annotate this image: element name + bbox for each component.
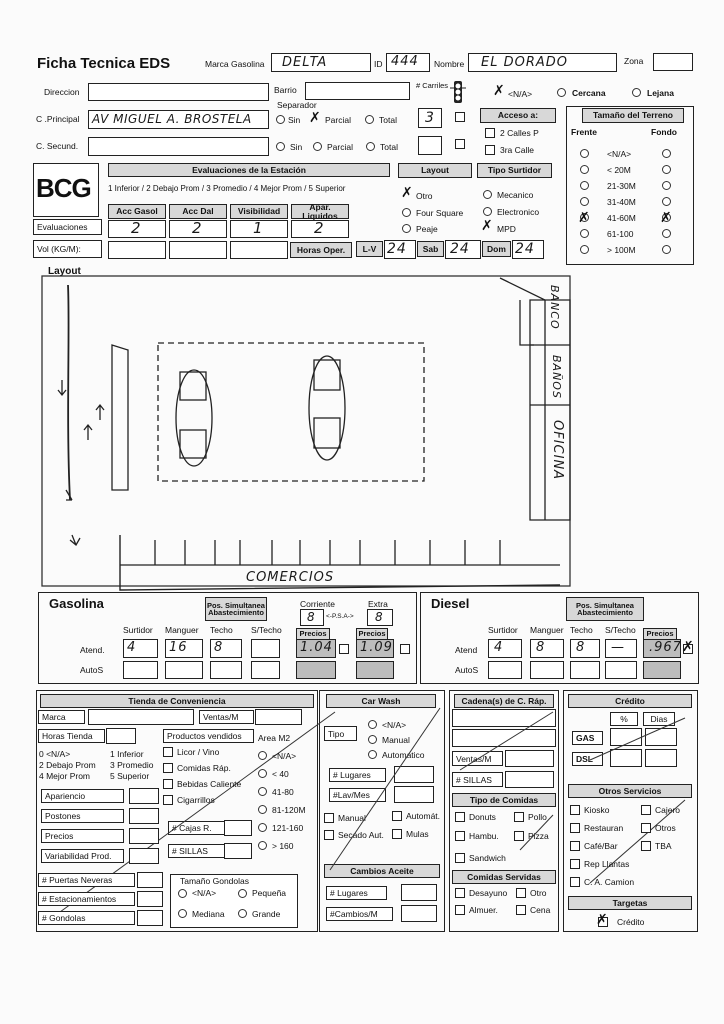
eval-col-1: Acc Dal	[169, 204, 227, 219]
dsl-precio-mark: ✗	[682, 639, 694, 655]
credito-dsl-dias[interactable]	[645, 749, 677, 767]
cambios-lugares-field[interactable]	[401, 884, 437, 901]
tienda-item-1: Postones	[41, 809, 124, 823]
area-radio-3[interactable]	[258, 805, 267, 814]
eval-col-2: Visibilidad	[230, 204, 288, 219]
carwash-lav-field[interactable]	[394, 786, 434, 803]
terreno-option-4: 41-60M	[607, 213, 636, 223]
tienda-bottom-field-2[interactable]	[137, 910, 163, 926]
gas-col-5: Precios	[356, 628, 388, 640]
otro-servicio-label-6: Rep Llantas	[584, 859, 630, 869]
credito-dsl-label: DSL	[572, 752, 603, 766]
cambios-mes-field[interactable]	[401, 905, 437, 922]
frente-radio-6[interactable]	[580, 245, 589, 254]
carwash-auto-radio[interactable]	[368, 750, 377, 759]
otro-servicio-check-6[interactable]	[570, 859, 580, 869]
carwash-lugares-field[interactable]	[394, 766, 434, 783]
layout-opts-title: Layout	[398, 163, 472, 178]
tienda-item-field-0[interactable]	[129, 788, 159, 804]
scale-1: 1 Inferior	[110, 749, 144, 759]
gasolina-title: Gasolina	[49, 596, 104, 611]
otros-servicios-title: Otros Servicios	[568, 784, 692, 798]
sillas-field[interactable]	[224, 843, 252, 859]
tienda-item-0: Apariencio	[41, 789, 124, 803]
pizza-check[interactable]	[514, 831, 524, 841]
frente-41-60-mark: ✗	[578, 210, 590, 226]
fondo-radio-1[interactable]	[662, 165, 671, 174]
fondo-radio-6[interactable]	[662, 245, 671, 254]
carwash-automat-check[interactable]	[392, 811, 402, 821]
otro-servicio-check-0[interactable]	[570, 805, 580, 815]
marca-value: DELTA	[282, 55, 328, 70]
carwash-tipo-label: Tipo	[324, 726, 357, 741]
producto-label-0: Licor / Vino	[177, 747, 220, 757]
gondola-pequena-label: Pequeña	[252, 888, 287, 898]
credito-gas-pct[interactable]	[610, 728, 642, 746]
terreno-option-0: <N/A>	[607, 149, 632, 159]
gas-atend-field-1[interactable]	[165, 639, 203, 658]
scale-2: 2 Debajo Prom	[39, 760, 96, 770]
dsl-atend-field-2[interactable]	[570, 639, 600, 658]
frente-label: Frente	[571, 127, 597, 137]
gondola-na-radio[interactable]	[178, 889, 187, 898]
gas-atend-value-5: 1.09	[360, 640, 393, 655]
cajas-field[interactable]	[224, 820, 252, 836]
mpd-label: MPD	[497, 224, 516, 234]
extra-value: 8	[375, 610, 384, 624]
tarjeta-credito-label: Crédito	[617, 917, 645, 927]
gas-atend-field-2[interactable]	[210, 639, 242, 658]
terreno-option-3: 31-40M	[607, 197, 636, 207]
area-radio-5[interactable]	[258, 841, 267, 850]
cadena-sillas-label: # SILLAS	[452, 772, 503, 787]
donuts-check[interactable]	[455, 812, 465, 822]
tienda-bottom-label-1: # Estacionamientos	[38, 892, 135, 906]
cadena-field-1[interactable]	[452, 709, 556, 727]
tienda-item-3: Variabilidad Prod.	[41, 849, 124, 863]
form-title: Ficha Tecnica EDS	[37, 55, 171, 72]
oficina-label: OFICINA	[550, 420, 565, 481]
dsl-atend-value-0: 4	[494, 640, 504, 655]
frente-radio-0[interactable]	[580, 149, 589, 158]
nombre-label: Nombre	[434, 59, 465, 69]
comercios-label: COMERCIOS	[246, 570, 335, 585]
banos-label: BAÑOS	[550, 355, 563, 399]
gas-atend-field-0[interactable]	[123, 639, 158, 658]
gas-atend-label: Atend.	[80, 645, 105, 655]
dsl-col-2: Techo	[570, 625, 593, 635]
electronico-label: Electronico	[497, 207, 540, 217]
evaluaciones-title: Evaluaciones de la Estación	[108, 163, 390, 177]
cadena-ventas-label: Ventas/M	[452, 751, 503, 766]
gondola-grande-radio[interactable]	[238, 909, 247, 918]
eval-value-2: 1	[253, 219, 264, 237]
frente-radio-1[interactable]	[580, 165, 589, 174]
cena-label: Cena	[530, 905, 551, 915]
terreno-option-5: 61-100	[607, 229, 634, 239]
carwash-auto-label: Automatico	[382, 750, 425, 760]
fondo-radio-3[interactable]	[662, 197, 671, 206]
otro-servicio-check-2[interactable]	[570, 823, 580, 833]
gas-col-3: S/Techo	[251, 625, 282, 635]
gas-atend-value-2: 8	[214, 640, 224, 655]
carwash-lugares-label: # Lugares	[329, 768, 386, 782]
otro-servicio-label-7: C. A. Camion	[584, 877, 635, 887]
tarjetas-title: Targetas	[568, 896, 692, 910]
peaje-label: Peaje	[416, 224, 438, 234]
cena-check[interactable]	[516, 905, 526, 915]
gas-corr-check[interactable]	[339, 644, 349, 654]
gas-atend-field-5[interactable]	[356, 639, 394, 658]
carwash-title: Car Wash	[326, 694, 436, 708]
producto-check-3[interactable]	[163, 795, 173, 805]
otro-servicio-label-4: Café/Bar	[584, 841, 618, 851]
area-radio-4[interactable]	[258, 823, 267, 832]
pollo-check[interactable]	[514, 812, 524, 822]
area-label-3: 81-120M	[272, 805, 306, 815]
tienda-title: Tienda de Conveniencia	[40, 694, 314, 708]
pizza-label: Pizza	[528, 831, 549, 841]
mecanico-label: Mecanico	[497, 190, 534, 200]
dsl-autos-field-4[interactable]	[643, 661, 681, 679]
corriente-field[interactable]	[300, 609, 324, 626]
lv-value: 24	[387, 241, 407, 257]
parcial-label-2: Parcial	[327, 142, 353, 152]
na-label: <N/A>	[508, 89, 533, 99]
gas-autos-field-4[interactable]	[296, 661, 336, 679]
carwash-manual-check-label: Manual	[338, 813, 366, 823]
dsl-col-0: Surtidor	[488, 625, 518, 635]
mpd-mark: ✗	[481, 218, 493, 234]
dsl-col-3: S/Techo	[605, 625, 636, 635]
gas-col-1: Manguer	[165, 625, 199, 635]
dsl-col-1: Manguer	[530, 625, 564, 635]
dsl-autos-field-0[interactable]	[488, 661, 522, 679]
dom-label: Dom	[482, 241, 511, 257]
carwash-lav-label: #Lav/Mes	[329, 788, 386, 802]
id-value: 444	[391, 54, 419, 69]
dsl-atend-value-3: —	[611, 640, 625, 655]
sab-value: 24	[450, 241, 470, 257]
credito-gas-dias[interactable]	[645, 728, 677, 746]
scale-4: 4 Mejor Prom	[39, 771, 91, 781]
sab-label: Sab	[417, 241, 444, 257]
otro-comida-check[interactable]	[516, 888, 526, 898]
area-label-5: > 160	[272, 841, 294, 851]
otro-servicio-check-3[interactable]	[641, 823, 651, 833]
sandwich-check[interactable]	[455, 853, 465, 863]
lejana-label: Lejana	[647, 88, 674, 98]
credito-dias-label: Dias	[643, 712, 675, 726]
gondolas-title: Tamaño Gondolas	[180, 876, 249, 886]
producto-check-0[interactable]	[163, 747, 173, 757]
nombre-value: EL DORADO	[481, 55, 568, 70]
credito-pct-label: %	[610, 712, 638, 726]
horas-tienda-field[interactable]	[106, 728, 136, 744]
tienda-marca-label: Marca	[38, 710, 85, 724]
carwash-automat-check-label: Automát.	[406, 811, 441, 821]
desayuno-label: Desayuno	[469, 888, 508, 898]
tarjeta-credito-mark: ✗	[596, 912, 608, 928]
donuts-label: Donuts	[469, 812, 496, 822]
corriente-value: 8	[307, 610, 316, 624]
hambu-check[interactable]	[455, 831, 465, 841]
gondola-mediana-radio[interactable]	[178, 909, 187, 918]
otro-servicio-check-5[interactable]	[641, 841, 651, 851]
sandwich-label: Sandwich	[469, 853, 506, 863]
otro-comida-label: Otro	[530, 888, 547, 898]
gas-atend-value-1: 16	[169, 640, 188, 655]
otro-servicio-check-1[interactable]	[641, 805, 651, 815]
extra-label: Extra	[368, 599, 388, 609]
credito-dsl-pct[interactable]	[610, 749, 642, 767]
area-label-2: 41-80	[272, 787, 294, 797]
gas-col-4: Precios	[296, 628, 330, 640]
tienda-bottom-field-0[interactable]	[137, 872, 163, 888]
gas-autos-field-5[interactable]	[356, 661, 394, 679]
frente-radio-5[interactable]	[580, 229, 589, 238]
cadena-ventas-field[interactable]	[505, 750, 554, 767]
parcial-mark: ✗	[309, 110, 321, 126]
gas-atend-field-4[interactable]	[296, 639, 336, 658]
dsl-atend-field-3[interactable]	[605, 639, 637, 658]
tienda-item-field-3[interactable]	[129, 848, 159, 864]
producto-check-1[interactable]	[163, 763, 173, 773]
otro-servicio-label-3: Otros	[655, 823, 676, 833]
tienda-bottom-field-1[interactable]	[137, 891, 163, 907]
area-label-0: <N/A>	[272, 751, 297, 761]
fondo-label: Fondo	[651, 127, 677, 137]
lv-label: L-V	[356, 241, 383, 257]
dsl-atend-field-0[interactable]	[488, 639, 522, 658]
gondola-mediana-label: Mediana	[192, 909, 225, 919]
carwash-manual-check[interactable]	[324, 813, 334, 823]
horas-tienda-label: Horas Tienda	[38, 729, 105, 743]
gas-atend-value-0: 4	[127, 640, 137, 655]
gondola-pequena-radio[interactable]	[238, 889, 247, 898]
gas-atend-field-3[interactable]	[251, 639, 280, 658]
cprincipal-value: AV MIGUEL A. BROSTELA	[92, 112, 252, 126]
horas-label: Horas Oper.	[290, 242, 352, 258]
eval-col-0: Acc Gasol	[108, 204, 166, 219]
vol-label: Vol (KG/M):	[33, 240, 102, 258]
gas-autos-field-3[interactable]	[251, 661, 280, 679]
tienda-marca-field[interactable]	[88, 709, 194, 725]
tienda-ventas-label: Ventas/M	[199, 710, 254, 724]
four-square-label: Four Square	[416, 208, 464, 218]
carwash-na-label: <N/A>	[382, 720, 407, 730]
dsl-autos-field-2[interactable]	[570, 661, 600, 679]
eval-col-3: Apar. Liquidos	[291, 204, 349, 219]
evaluaciones-scale: 1 Inferior / 2 Debajo Prom / 3 Promedio / 4 Mejor Prom / 5 Superior	[108, 184, 346, 193]
scale-5: 5 Superior	[110, 771, 150, 781]
carwash-secado-check[interactable]	[324, 830, 334, 840]
gasolina-pos-label: Pos. Simultanea Abastecimiento	[205, 597, 267, 621]
dsl-col-4: Precios	[643, 628, 677, 640]
bcg-logo-text: BCG	[36, 173, 91, 203]
id-label: ID	[374, 59, 383, 69]
barrio-label: Barrio	[274, 85, 297, 95]
eval-value-1: 2	[192, 219, 203, 237]
almuer-label: Almuer.	[469, 905, 498, 915]
dom-value: 24	[515, 241, 535, 257]
gas-col-2: Techo	[210, 625, 233, 635]
psa-label: <-P.S.A->	[326, 613, 354, 620]
productos-title: Productos vendidos	[163, 729, 254, 743]
diesel-pos-label: Pos. Simultanea Abastecimiento	[566, 597, 644, 621]
direccion-label: Direccion	[44, 87, 80, 97]
almuer-check[interactable]	[455, 905, 465, 915]
fondo-radio-2[interactable]	[662, 181, 671, 190]
area-radio-2[interactable]	[258, 787, 267, 796]
gas-autos-label: AutoS	[80, 665, 104, 675]
terreno-option-6: > 100M	[607, 245, 636, 255]
gas-autos-field-1[interactable]	[165, 661, 203, 679]
terreno-option-1: < 20M	[607, 165, 631, 175]
zona-label: Zona	[624, 56, 644, 66]
cambios-lugares-label: # Lugares	[326, 886, 387, 900]
gas-atend-value-4: 1.04	[300, 640, 333, 655]
carwash-mulas-label: Mulas	[406, 829, 429, 839]
cambios-mes-label: #Cambios/M	[326, 907, 393, 921]
frente-radio-3[interactable]	[580, 197, 589, 206]
producto-check-2[interactable]	[163, 779, 173, 789]
gas-extra-check[interactable]	[400, 644, 410, 654]
desayuno-check[interactable]	[455, 888, 465, 898]
area-label-4: 121-160	[272, 823, 304, 833]
otro-mark: ✗	[401, 185, 413, 201]
eval-value-field-0[interactable]	[108, 220, 166, 238]
tienda-item-2: Precios	[41, 829, 124, 843]
gas-autos-field-0[interactable]	[123, 661, 158, 679]
cprincipal-label: C .Principal	[36, 114, 80, 124]
otro-servicio-label-5: TBA	[655, 841, 672, 851]
otro-servicio-label-1: Cajero	[655, 805, 681, 815]
carwash-secado-label: Secado Aut.	[338, 830, 384, 840]
producto-label-2: Bebidas Caliente	[177, 779, 242, 789]
evaluaciones-row-label: Evaluaciones	[33, 219, 102, 235]
dsl-atend-value-2: 8	[576, 640, 586, 655]
cadena-title: Cadena(s) de C. Ráp.	[454, 694, 554, 708]
scale-3: 3 Promedio	[110, 760, 154, 770]
banco-label: BANCO	[548, 285, 561, 330]
area-radio-0[interactable]	[258, 751, 267, 760]
tienda-ventas-field[interactable]	[255, 709, 302, 725]
eval-value-field-2[interactable]	[230, 220, 288, 238]
credito-gas-label: GAS	[572, 731, 603, 745]
otro-label: Otro	[416, 191, 433, 201]
fondo-41-60-mark: ✗	[660, 210, 672, 226]
tienda-bottom-label-0: # Puertas Neveras	[38, 873, 135, 887]
gas-autos-field-2[interactable]	[210, 661, 242, 679]
acceso-3ra-label: 3ra Calle	[500, 145, 535, 155]
pollo-label: Pollo	[528, 812, 547, 822]
extra-field[interactable]	[367, 609, 393, 626]
area-title: Area M2	[258, 733, 291, 743]
dsl-atend-value-4: .967	[649, 640, 682, 655]
carwash-na-radio[interactable]	[368, 720, 377, 729]
marca-label: Marca Gasolina	[205, 59, 265, 69]
eval-value-field-3[interactable]	[291, 220, 349, 238]
acceso-title: Acceso a:	[480, 108, 556, 123]
producto-label-3: Cigarrillos	[177, 795, 215, 805]
total-label-1: Total	[379, 115, 397, 125]
gondola-na-label: <N/A>	[192, 888, 217, 898]
producto-label-1: Comidas Ráp.	[177, 763, 231, 773]
otro-servicio-label-0: Kiosko	[584, 805, 610, 815]
cajas-label: # Cajas R.	[168, 821, 225, 835]
fondo-radio-5[interactable]	[662, 229, 671, 238]
otro-servicio-label-2: Restauran	[584, 823, 624, 833]
servidas-title: Comidas Servidas	[452, 870, 556, 884]
sillas-label: # SILLAS	[168, 844, 225, 858]
dsl-autos-field-1[interactable]	[530, 661, 564, 679]
frente-radio-2[interactable]	[580, 181, 589, 190]
dsl-autos-label: AutoS	[455, 665, 479, 675]
surtidor-title: Tipo Surtidor	[477, 163, 552, 178]
separador-label: Separador	[277, 100, 317, 110]
gondola-grande-label: Grande	[252, 909, 281, 919]
tienda-item-field-1[interactable]	[129, 808, 159, 824]
tipo-comidas-title: Tipo de Comidas	[452, 793, 556, 807]
otro-servicio-check-4[interactable]	[570, 841, 580, 851]
na-mark: ✗	[493, 83, 505, 99]
gas-col-0: Surtidor	[123, 625, 153, 635]
csecund-label: C. Secund.	[36, 141, 79, 151]
cercana-label: Cercana	[572, 88, 606, 98]
eval-value-field-1[interactable]	[169, 220, 227, 238]
credito-title: Crédito	[568, 694, 692, 708]
cadena-sillas-field[interactable]	[505, 771, 554, 788]
dsl-atend-label: Atend	[455, 645, 478, 655]
corriente-label: Corriente	[300, 599, 335, 609]
hambu-label: Hambu.	[469, 831, 499, 841]
area-label-1: < 40	[272, 769, 289, 779]
tienda-item-field-2[interactable]	[129, 828, 159, 844]
cadena-field-2[interactable]	[452, 729, 556, 747]
acceso-2calles-label: 2 Calles P	[500, 128, 539, 138]
eval-value-0: 2	[131, 219, 142, 237]
sin-label-2: Sin	[290, 142, 303, 152]
parcial-label-1: Parcial	[325, 115, 351, 125]
diesel-title: Diesel	[431, 596, 470, 611]
otro-servicio-check-7[interactable]	[570, 877, 580, 887]
carwash-mulas-check[interactable]	[392, 829, 402, 839]
area-radio-1[interactable]	[258, 769, 267, 778]
tienda-bottom-label-2: # Gondolas	[38, 911, 135, 925]
total-label-2: Total	[380, 142, 398, 152]
dsl-atend-field-1[interactable]	[530, 639, 564, 658]
terreno-title: Tamaño del Terreno	[582, 108, 684, 123]
carwash-manual-radio[interactable]	[368, 735, 377, 744]
dsl-atend-field-4[interactable]	[643, 639, 681, 658]
dsl-autos-field-3[interactable]	[605, 661, 637, 679]
carriles-label: # Carriles	[415, 81, 449, 90]
cambios-title: Cambios Aceite	[324, 864, 440, 878]
layout-title: Layout	[48, 266, 81, 277]
carriles-value: 3	[425, 110, 435, 126]
eval-value-3: 2	[314, 219, 325, 237]
fondo-radio-0[interactable]	[662, 149, 671, 158]
terreno-option-2: 21-30M	[607, 181, 636, 191]
dsl-atend-value-1: 8	[536, 640, 546, 655]
carwash-manual-label: Manual	[382, 735, 410, 745]
scale-0: 0 <N/A>	[39, 749, 71, 759]
sin-label-1: Sin	[288, 115, 301, 125]
